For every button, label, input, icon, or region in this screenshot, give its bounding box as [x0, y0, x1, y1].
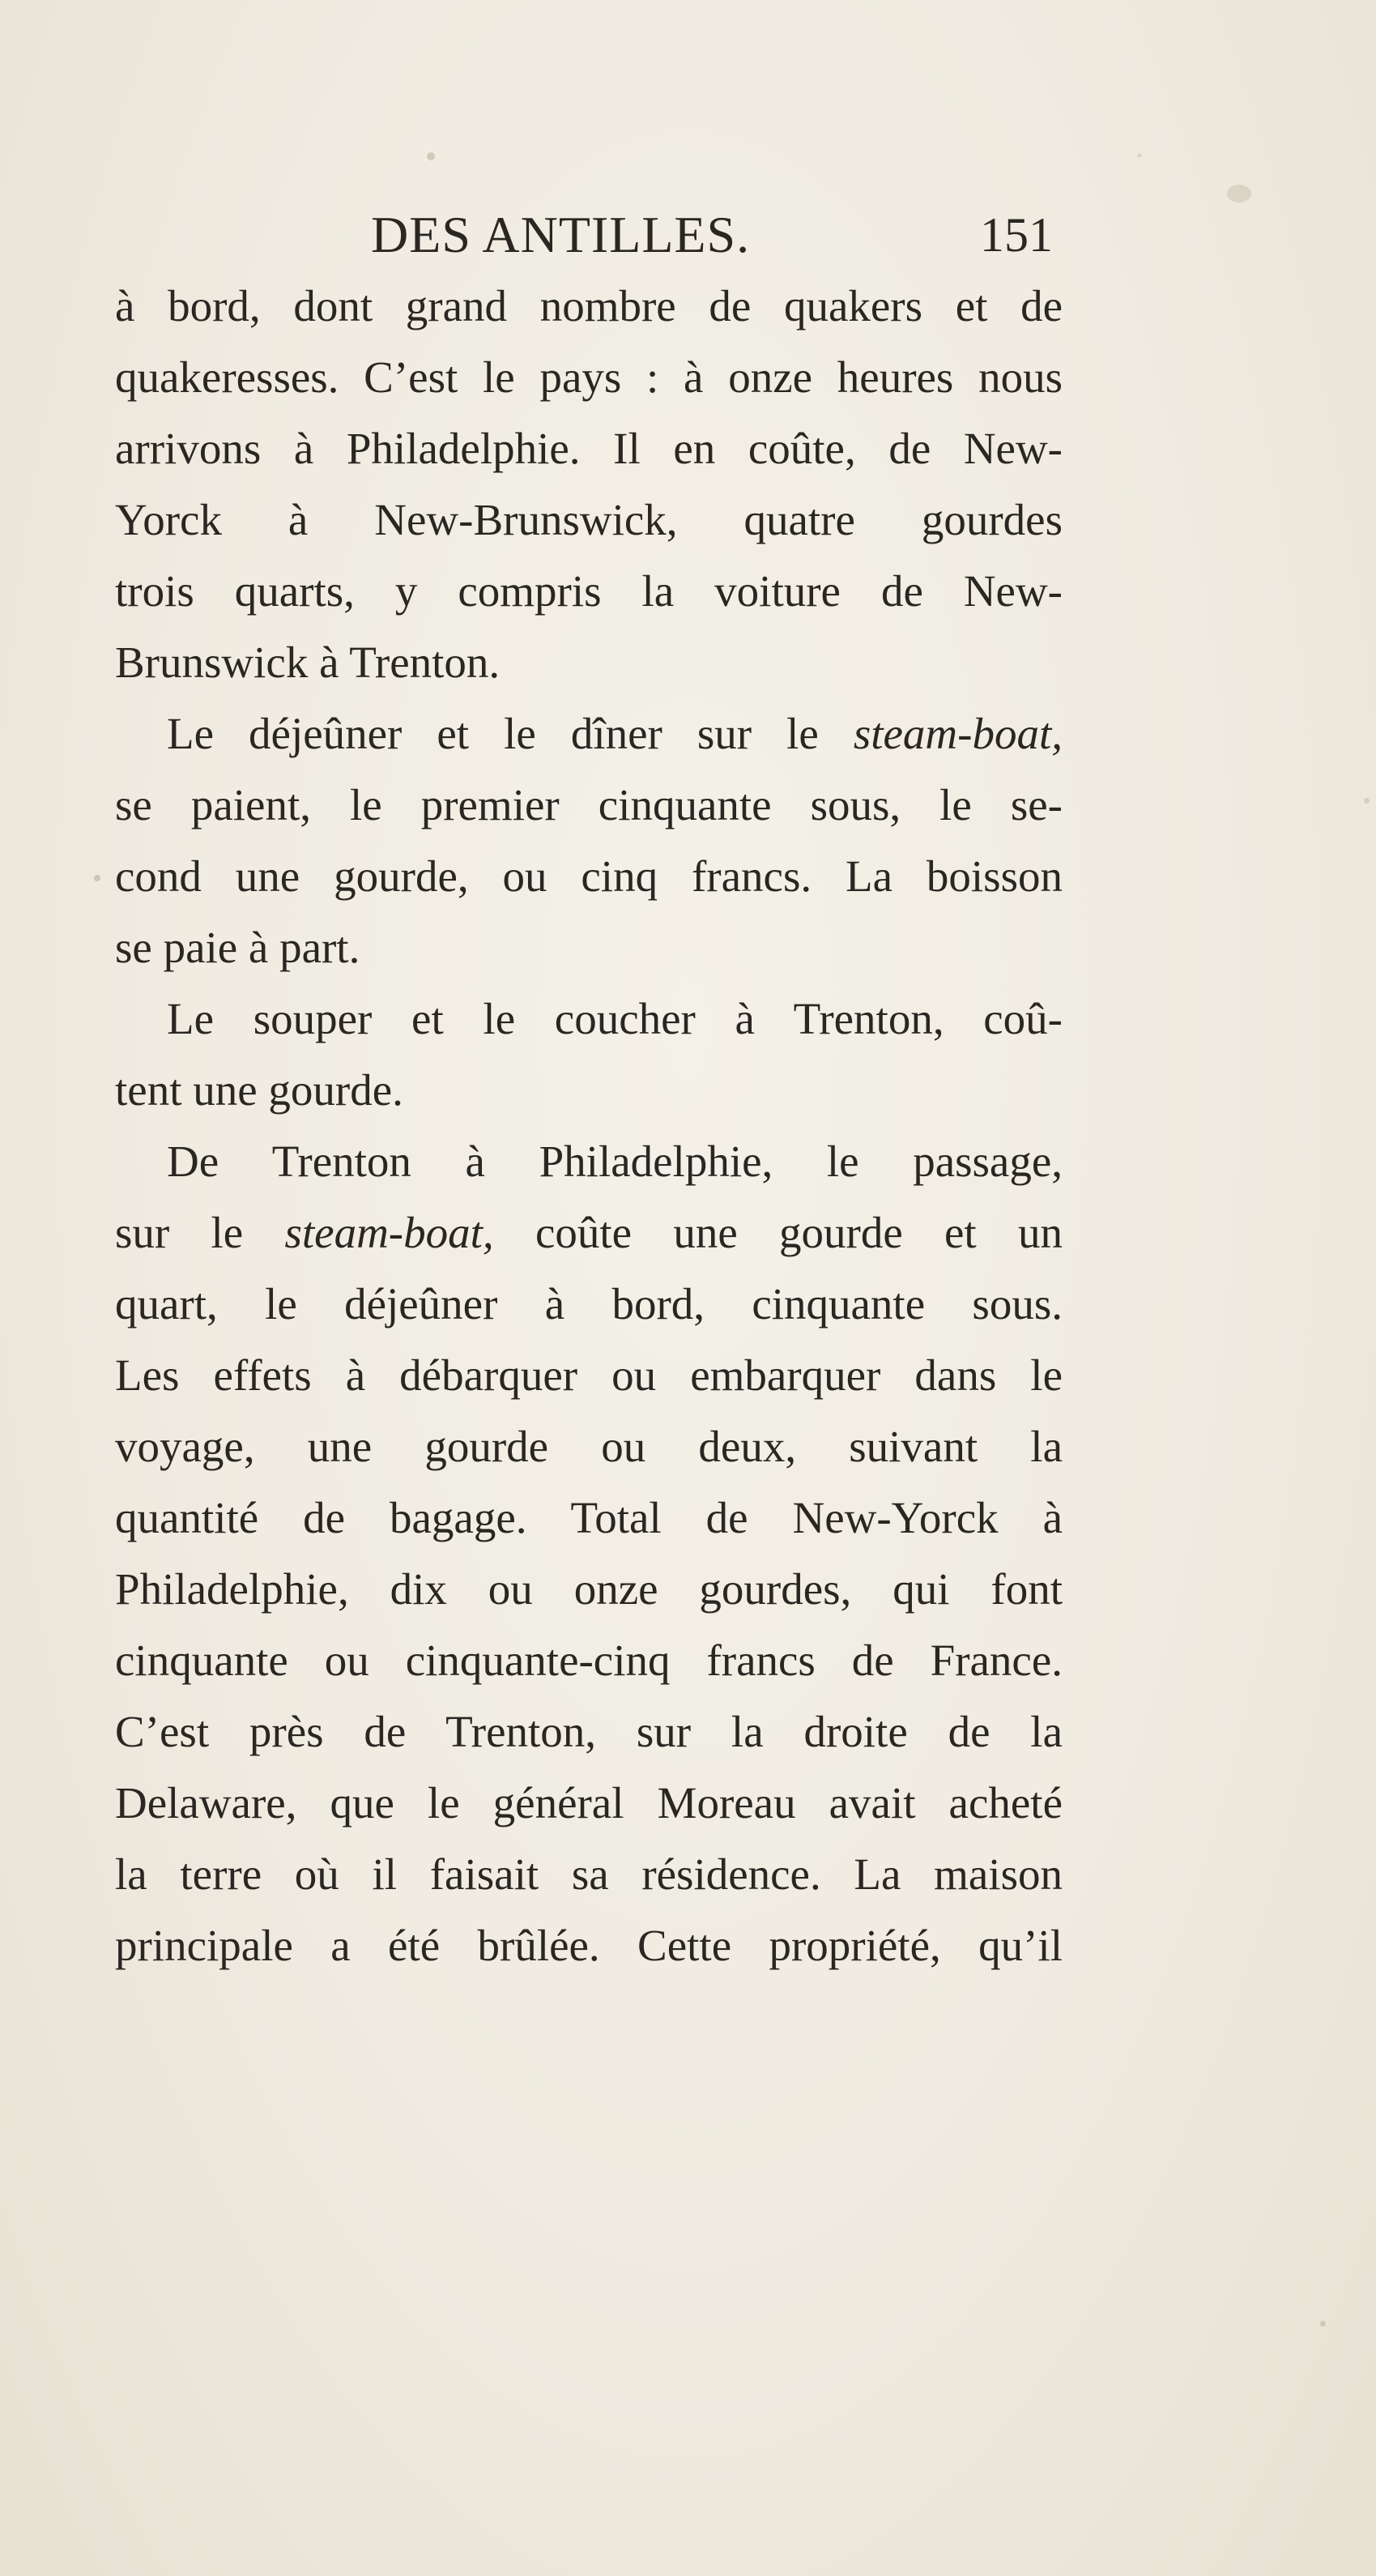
paper-spot	[1364, 798, 1370, 804]
text-line: quakeresses. C’est le pays : à onze heures nous	[115, 352, 1063, 402]
text-line: trois quarts, y compris la voiture de New-	[115, 566, 1063, 616]
text-line: se paie à part.	[115, 923, 360, 972]
text-line: cond une gourde, ou cinq francs. La boisson	[115, 851, 1063, 901]
running-title: DES ANTILLES.	[371, 206, 751, 263]
text-segment: coûte une gourde et un	[535, 1208, 1063, 1257]
text-line: Yorck à New-Brunswick, quatre gourdes	[115, 495, 1063, 544]
running-header	[113, 203, 1069, 267]
text-line: quart, le déjeûner à bord, cinquante sous.	[115, 1279, 1063, 1329]
paper-spot	[1137, 154, 1142, 157]
text-line: arrivons à Philadelphie. Il en coûte, de New-	[115, 424, 1063, 473]
text-line: Le souper et le coucher à Trenton, coû-	[167, 994, 1063, 1043]
text-line: voyage, une gourde ou deux, suivant la	[115, 1422, 1063, 1471]
italic-term: steam-boat,	[284, 1208, 494, 1257]
body-text	[115, 271, 1063, 1981]
text-line: Les effets à débarquer ou embarquer dans le	[115, 1350, 1063, 1400]
text-line: Brunswick à Trenton.	[115, 638, 501, 687]
text-segment: Le déjeûner et le dîner sur le	[167, 709, 819, 758]
text-line	[115, 698, 1063, 770]
text-line: Delaware, que le général Moreau avait acheté	[115, 1778, 1063, 1828]
text-line	[115, 1197, 1063, 1269]
paper-spot	[1227, 185, 1251, 203]
text-line: se paient, le premier cinquante sous, le se-	[115, 780, 1063, 830]
page-number: 151	[980, 208, 1053, 262]
italic-term: steam-boat,	[853, 709, 1063, 758]
text-line: cinquante ou cinquante-cinq francs de France.	[115, 1636, 1063, 1685]
text-line: tent une gourde.	[115, 1065, 403, 1115]
text-line: à bord, dont grand nombre de quakers et de	[115, 281, 1063, 331]
text-line: la terre où il faisait sa résidence. La maison	[115, 1849, 1063, 1899]
text-line: quantité de bagage. Total de New-Yorck à	[115, 1493, 1063, 1542]
text-line: De Trenton à Philadelphie, le passage,	[167, 1137, 1063, 1186]
paper-spot	[94, 875, 100, 881]
text-segment: sur le	[115, 1208, 244, 1257]
text-line: principale a été brûlée. Cette propriété, qu’il	[115, 1921, 1063, 1970]
text-line: Philadelphie, dix ou onze gourdes, qui font	[115, 1564, 1063, 1614]
text-line: C’est près de Trenton, sur la droite de la	[115, 1707, 1063, 1756]
paper-spot	[427, 152, 435, 160]
paper-spot	[1320, 2321, 1326, 2327]
